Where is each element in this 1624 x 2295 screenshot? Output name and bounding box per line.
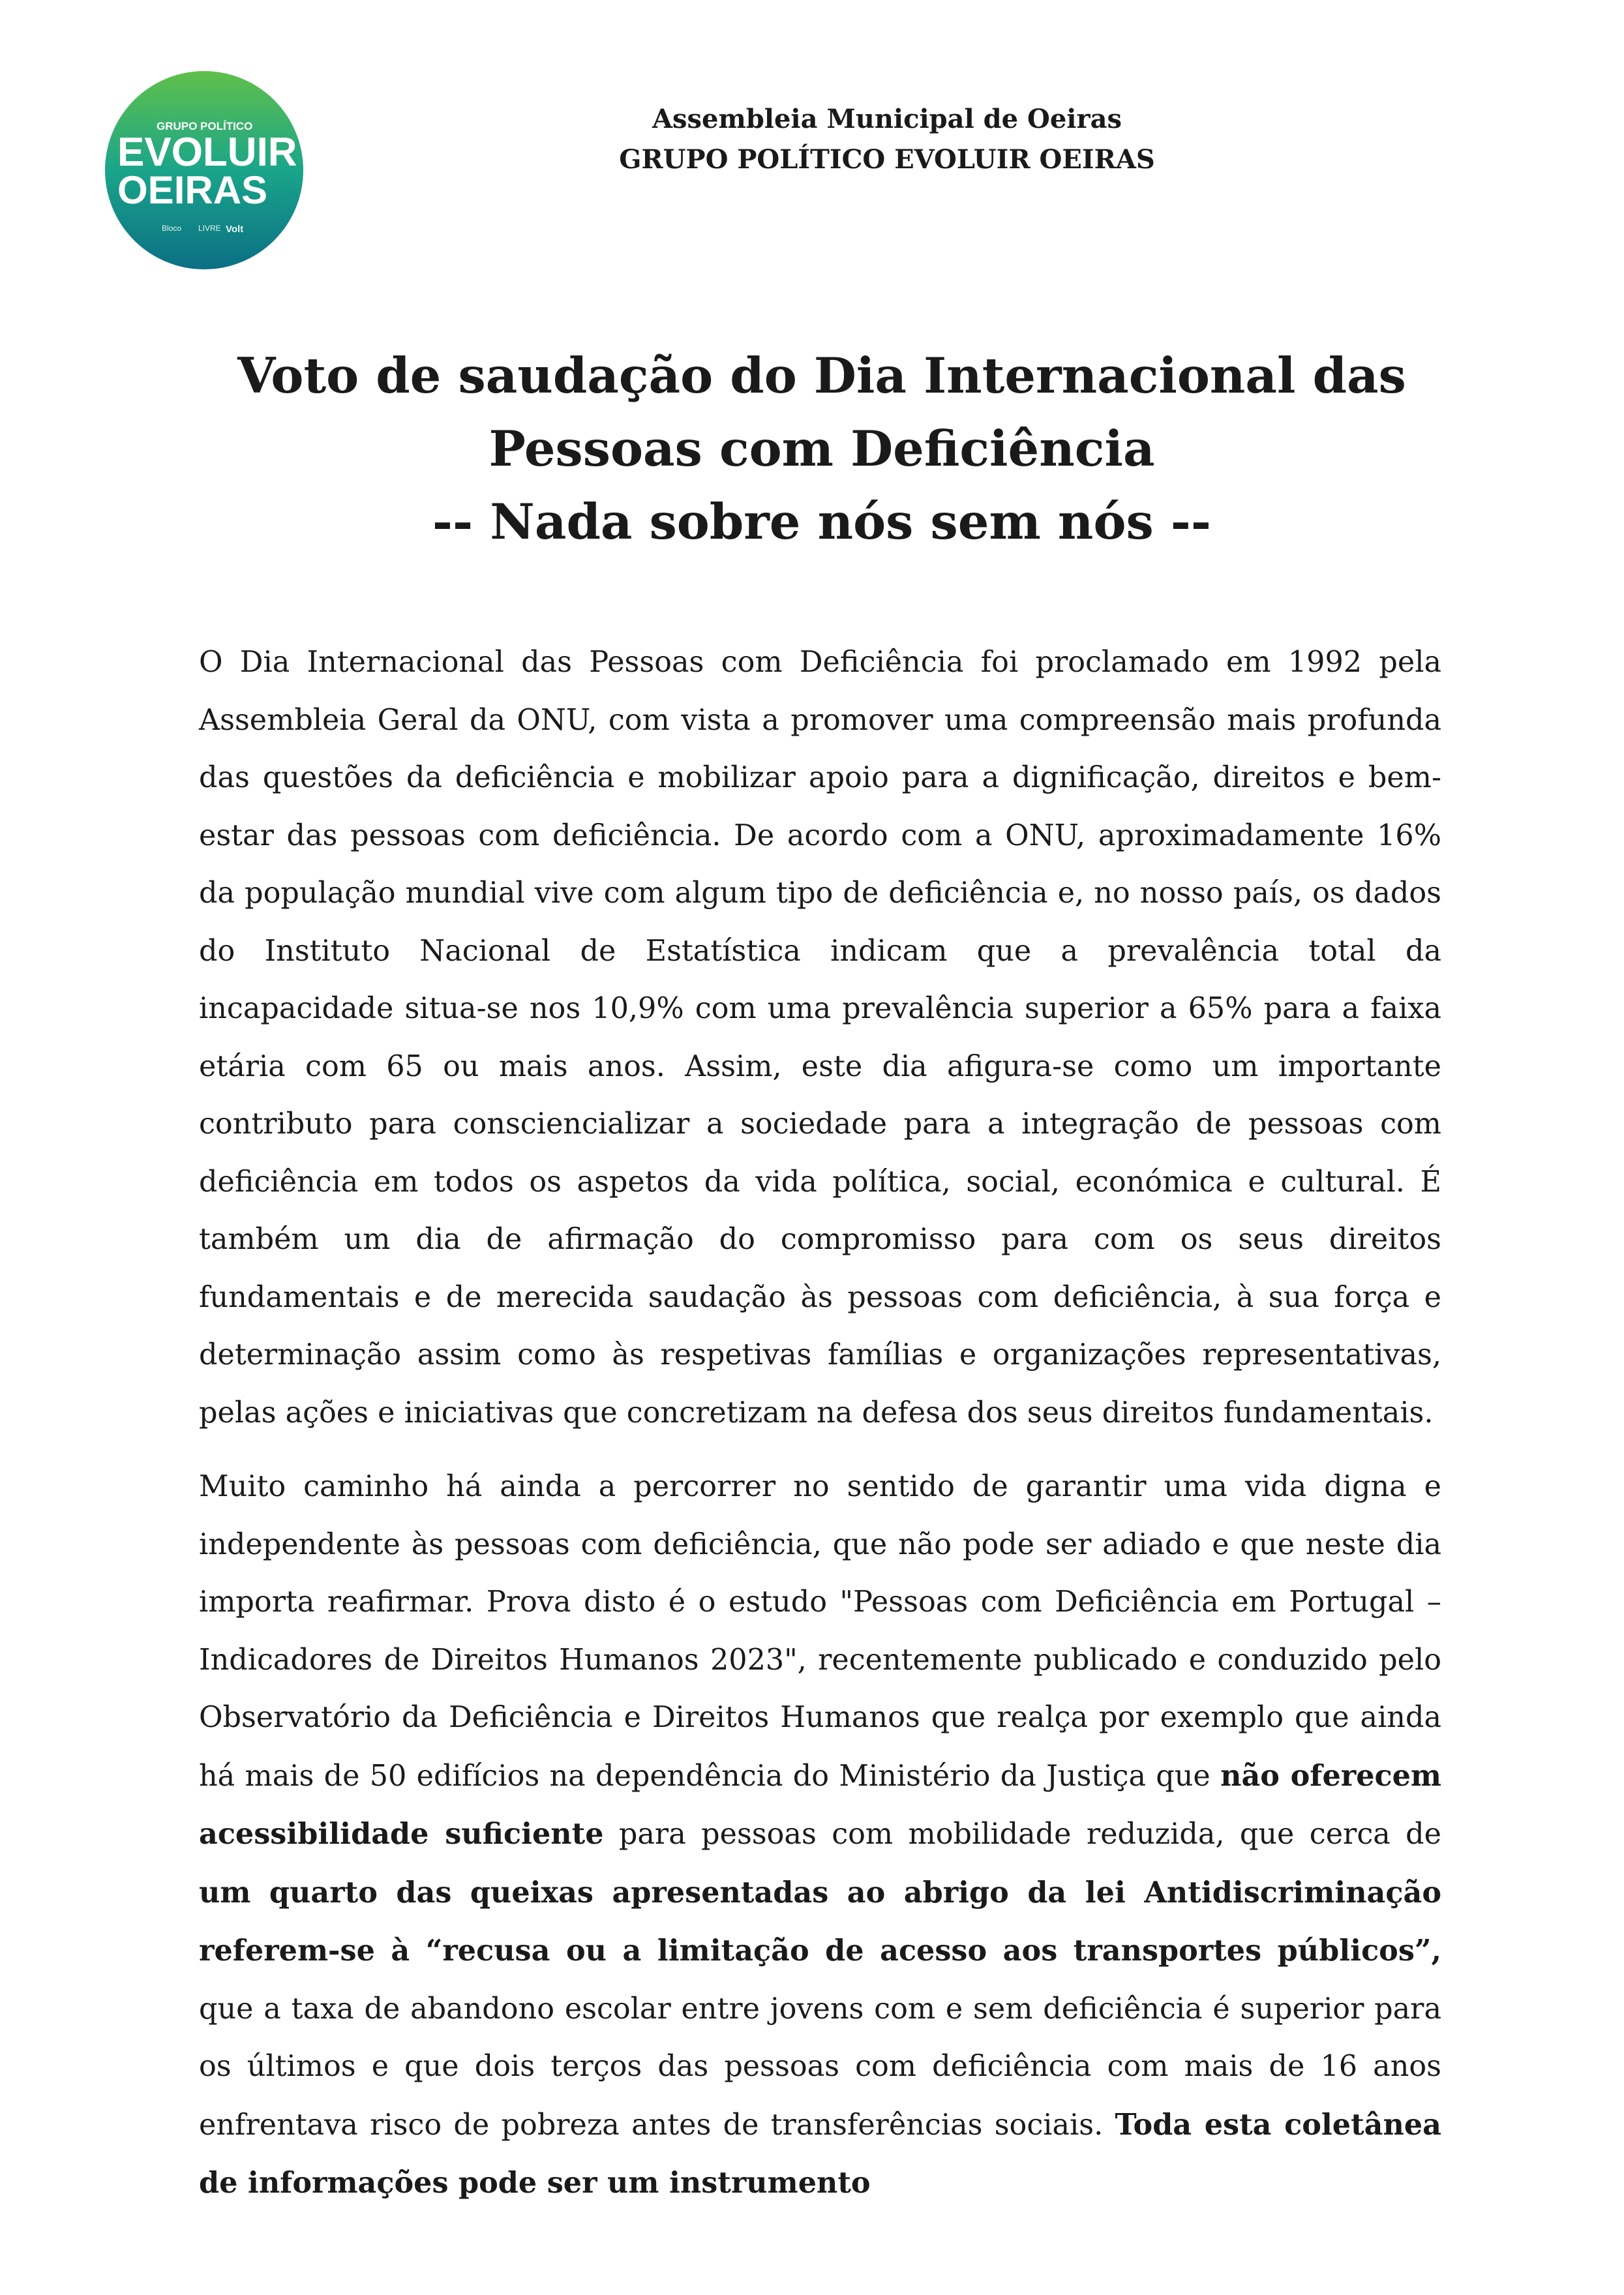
paragraph-2-emphasis: não oferecem acessibilidade suficiente xyxy=(199,1758,1442,1851)
title-line3: -- Nada sobre nós sem nós -- xyxy=(432,493,1212,550)
header-assembly: Assembleia Municipal de Oeiras xyxy=(652,104,1122,134)
document-body xyxy=(199,634,1441,2229)
logo-partner-volt: Volt xyxy=(226,224,244,235)
logo-line1: GRUPO POLÍTICO xyxy=(157,120,253,132)
paragraph-2 xyxy=(199,1458,1441,2213)
header-group: GRUPO POLÍTICO EVOLUIR OEIRAS xyxy=(619,144,1155,175)
paragraph-2-text: que a taxa de abandono escolar entre jovens com e sem deficiência é superior para os últimos e que dois terços das pessoas com deficiência com mais de 16 anos enfrentava risco de pobreza antes de transferências sociais. xyxy=(199,1992,1441,2142)
logo-badge xyxy=(103,69,305,271)
paragraph-1: O Dia Internacional das Pessoas com Deficiência foi proclamado em 1992 pela Assembleia Geral da ONU, com vista a promover uma compreensão mais profunda das questões da deficiência e mobilizar apoio para a dignificação, direitos e bem-estar das pessoas com deficiência. De acordo com a ONU, aproximadamente 16% da população mundial vive com algum tipo de deficiência e, no nosso país, os dados do Instituto Nacional de Estatística indicam que a prevalência total da incapacidade situa-se nos 10,9% com uma prevalência superior a 65% para a faixa etária com 65 ou mais anos. Assim, este dia afigura-se como um importante contributo para consciencializar a sociedade para a integração de pessoas com deficiência em todos os aspetos da vida política, social, económica e cultural. É também um dia de afirmação do compromisso para com os seus direitos fundamentais e de merecida saudação às pessoas com deficiência, à sua força e determinação assim como às respetivas famílias e organizações representativas, pelas ações e iniciativas que concretizam na defesa dos seus direitos fundamentais. xyxy=(199,646,1441,1430)
logo-line3: OEIRAS xyxy=(117,168,268,212)
title-line2: Pessoas com Deficiência xyxy=(489,420,1155,477)
title-line1: Voto de saudação do Dia Internacional das xyxy=(237,347,1406,404)
logo-line2: EVOLUIR xyxy=(117,130,297,175)
paragraph-2-text: para pessoas com mobilidade reduzida, que cerca de xyxy=(603,1818,1442,1851)
paragraph-2-emphasis: um quarto das queixas apresentadas ao abrigo da lei Antidiscriminação referem-se à “recusa ou a limitação de acesso aos transportes públicos”, xyxy=(199,1875,1441,1968)
logo-partner-bloco: Bloco xyxy=(162,224,182,233)
paragraph-2-emphasis: Toda esta coletânea de informações pode ser um instrumento xyxy=(199,2107,1441,2200)
paragraph-2-text: Muito caminho há ainda a percorrer no sentido de garantir uma vida digna e independente às pessoas com deficiência, que não pode ser adiado e que neste dia importa reafirmar. Prova disto é o estudo "Pessoas com Deficiência em Portugal – Indicadores de Direitos Humanos 2023", recentemente publicado e conduzido pelo Observatório da Deficiência e Direitos Humanos que realça por exemplo que ainda há mais de 50 edifícios na dependência do Ministério da Justiça que xyxy=(199,1470,1441,1793)
document-title xyxy=(170,339,1474,558)
logo-partner-livre: LIVRE xyxy=(198,224,221,233)
evoluir-oeiras-logo xyxy=(103,69,305,271)
document-header xyxy=(496,99,1278,180)
